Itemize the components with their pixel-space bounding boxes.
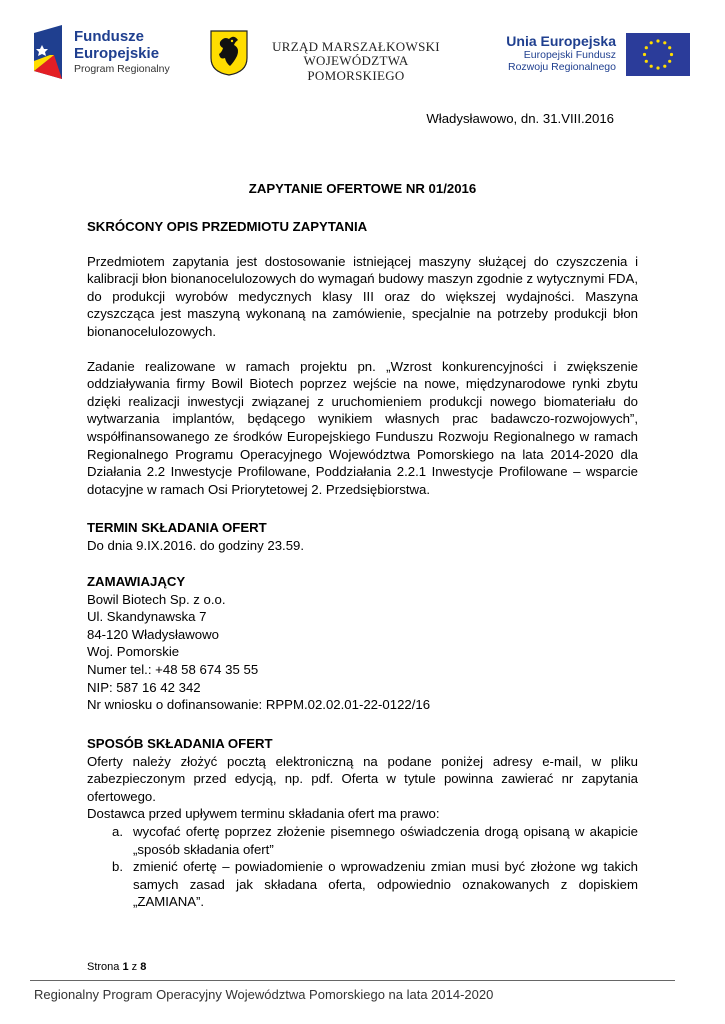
prawa-list bbox=[87, 823, 638, 911]
program-regionalny-line: Program Regionalny bbox=[74, 63, 170, 75]
zamawiajacy-company: Bowil Biotech Sp. z o.o. bbox=[87, 591, 226, 607]
page-label: Strona bbox=[87, 961, 120, 973]
zamawiajacy-nip: NIP: 587 16 42 342 bbox=[87, 679, 201, 695]
fundusze-europejskie-emblem-icon bbox=[34, 25, 64, 79]
urzad-line: URZĄD MARSZAŁKOWSKI bbox=[272, 39, 440, 54]
document-header bbox=[0, 0, 725, 90]
page-number bbox=[87, 961, 146, 973]
list-item-marker: b. bbox=[112, 859, 123, 875]
footer-divider bbox=[30, 980, 675, 981]
termin-text: Do dnia 9.IX.2016. do godziny 23.59. bbox=[87, 537, 305, 553]
pomorskie-griffin-crest-icon bbox=[210, 30, 248, 76]
sposob-paragraph: Oferty należy złożyć pocztą elektroniczną na podane poniżej adresy e-mail, w pliku zabezpieczonym przed edycją, np. pdf. Oferta w tytule powinna zawierać nr zapytania ofertowego. bbox=[87, 753, 638, 804]
urzad-marszalkowski-text bbox=[256, 40, 456, 83]
list-item bbox=[87, 823, 638, 858]
zamawiajacy-wniosek: Nr wniosku o dofinansowanie: RPPM.02.02.01-22-0122/16 bbox=[87, 697, 431, 713]
section-heading-zamawiajacy: ZAMAWIAJĄCY bbox=[87, 574, 186, 589]
fundusz-line: Europejski Fundusz bbox=[523, 49, 616, 62]
unia-europejska-text bbox=[500, 33, 616, 73]
projekt-paragraph: Zadanie realizowane w ramach projektu pn. „Wzrost konkurencyjności i zwiększenie oddziaływania firmy Bowil Biotech poprzez wejście na nowe, międzynarodowe rynki zbytu dzięki realizacji inwestycji związanej z uruchomieniem produkcji nowego biomateriału do wytwarzania implantów, będącego wynikiem własnych prac badawczo-rozwojowych”, współfinansowanego ze środków Europejskiego Funduszu Rozwoju Regionalnego w ramach Regionalnego Programu Operacyjnego Województwa Pomorskiego na lata 2014-2020 dla Działania 2.2 Inwestycje Profilowane, Poddziałania 2.2.1 Inwestycje Profilowane – wsparcie dotacyjne w ramach Osi Priorytetowej 2. Przedsiębiorstwa. bbox=[87, 358, 638, 497]
eu-flag-icon bbox=[626, 33, 690, 76]
section-heading-termin: TERMIN SKŁADANIA OFERT bbox=[87, 520, 267, 535]
footer-program: Regionalny Program Operacyjny Województwa Pomorskiego na lata 2014-2020 bbox=[34, 987, 494, 1002]
section-opis bbox=[87, 218, 638, 498]
section-heading-sposob: SPOSÓB SKŁADANIA OFERT bbox=[87, 736, 273, 751]
section-zamawiajacy bbox=[87, 573, 638, 714]
page-total: 8 bbox=[140, 961, 147, 973]
list-item-text: wycofać ofertę poprzez złożenie pisemnego oświadczenia drogą opisaną w akapicie „sposób składania ofert” bbox=[133, 823, 638, 857]
list-item-marker: a. bbox=[112, 823, 123, 839]
section-heading-opis: SKRÓCONY OPIS PRZEDMIOTU ZAPYTANIA bbox=[87, 219, 368, 234]
wojewodztwo-line: WOJEWÓDZTWA POMORSKIEGO bbox=[303, 53, 409, 83]
zamawiajacy-street: Ul. Skandynawska 7 bbox=[87, 609, 207, 625]
rozwoju-line: Rozwoju Regionalnego bbox=[508, 61, 616, 74]
document-date: Władysławowo, dn. 31.VIII.2016 bbox=[426, 111, 614, 126]
dostawca-paragraph: Dostawca przed upływem terminu składania ofert ma prawo: bbox=[87, 806, 440, 822]
unia-europejska-logo bbox=[500, 31, 692, 79]
list-item bbox=[87, 858, 638, 911]
unia-line: Unia Europejska bbox=[506, 33, 616, 49]
page-separator: z bbox=[131, 961, 138, 973]
zamawiajacy-phone: Numer tel.: +48 58 674 35 55 bbox=[87, 661, 259, 677]
list-item-text: zmienić ofertę – powiadomienie o wprowadzeniu zmian musi być złożone wg takich samych zasad jak składana oferta, odpowiednio oznakowanych z dopiskiem „ZAMIANA”. bbox=[133, 859, 638, 910]
section-termin bbox=[87, 519, 638, 554]
document-title: ZAPYTANIE OFERTOWE NR 01/2016 bbox=[248, 181, 477, 196]
section-sposob bbox=[87, 735, 638, 911]
fundusze-line: Fundusze bbox=[74, 28, 144, 45]
fundusze-europejskie-text bbox=[74, 29, 170, 75]
opis-paragraph: Przedmiotem zapytania jest dostosowanie istniejącej maszyny służącej do czyszczenia i kalibracji błon bionanocelulozowych do wymagań budowy maszyn zgodnie z wytycznymi FDA, do produkcji wyrobów medycznych klasy III oraz do większej wydajności. Maszyna czyszcząca jest maszyną wykonaną na zamówienie, specjalnie na potrzeby produkcji błon bionanocelulozowych. bbox=[87, 253, 638, 339]
urzad-marszalkowski-logo bbox=[210, 30, 460, 83]
page-current: 1 bbox=[122, 961, 129, 973]
fundusze-europejskie-logo bbox=[34, 25, 184, 81]
zamawiajacy-region: Woj. Pomorskie bbox=[87, 644, 180, 660]
europejskie-line: Europejskie bbox=[74, 45, 160, 62]
zamawiajacy-city: 84-120 Władysławowo bbox=[87, 626, 219, 642]
